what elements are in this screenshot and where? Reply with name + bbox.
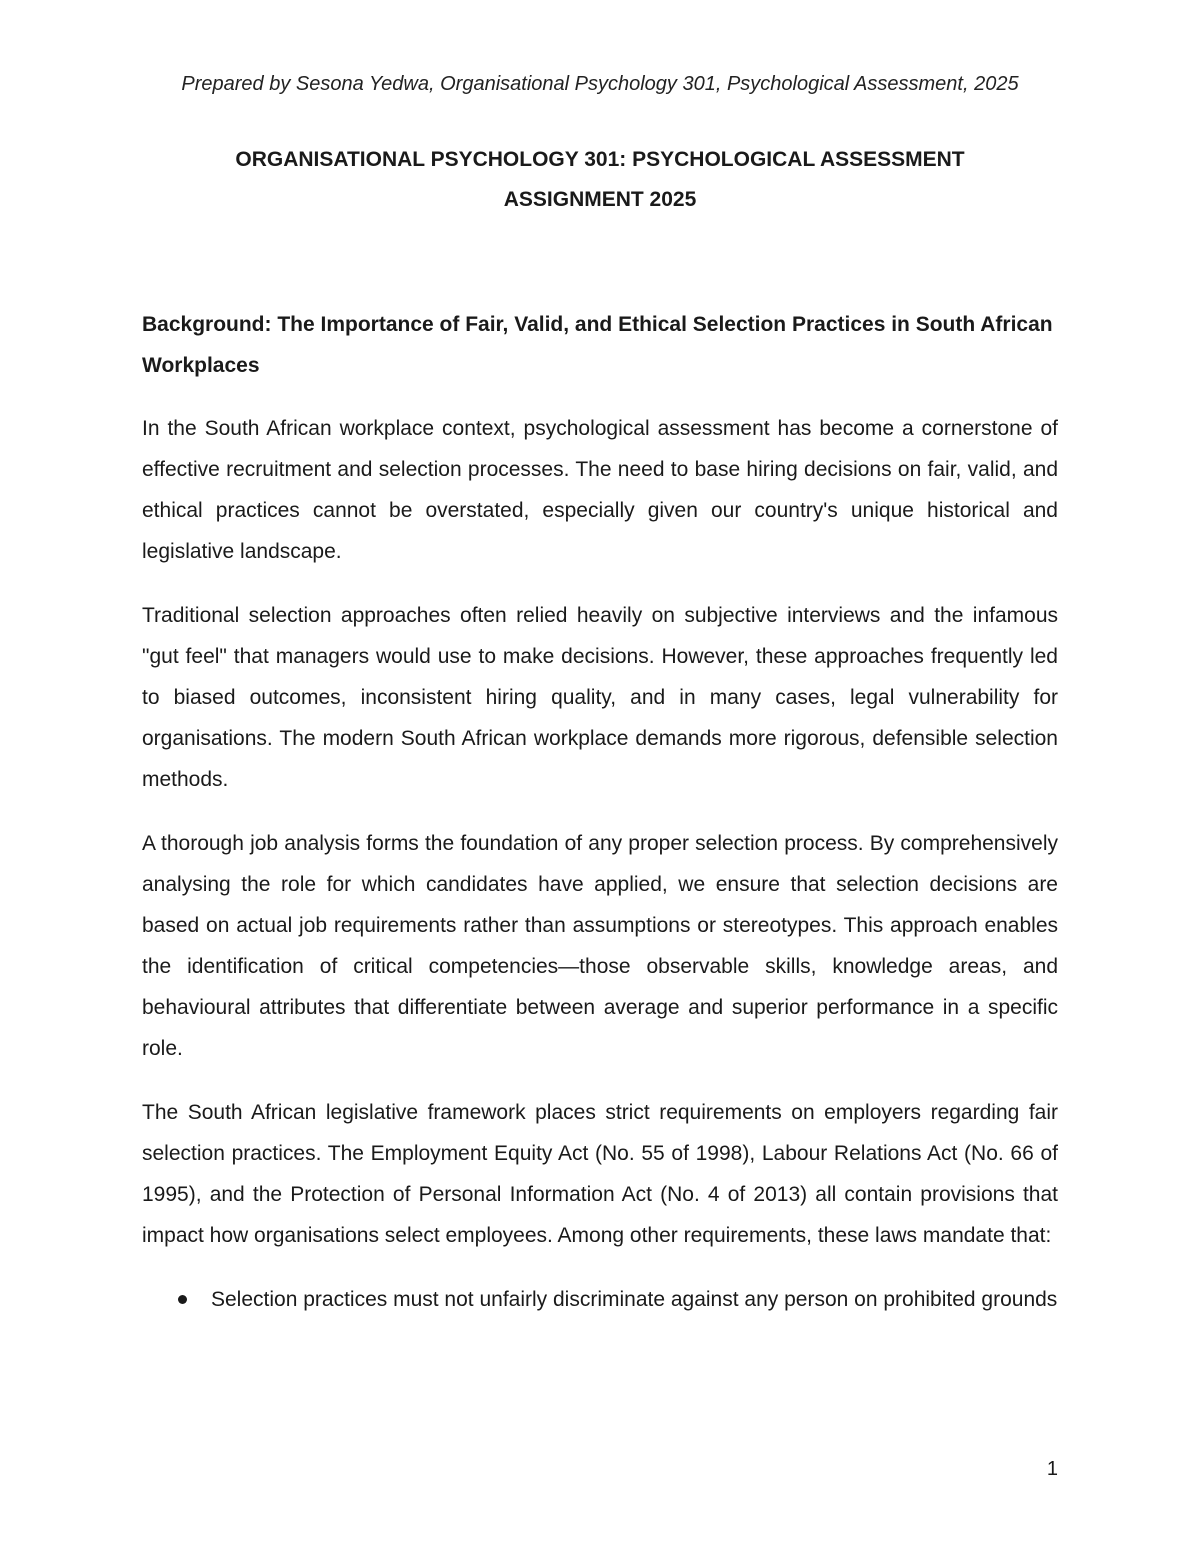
requirements-list <box>142 1279 1058 1320</box>
list-item-text: Selection practices must not unfairly discriminate against any person on prohibited grounds <box>211 1288 1058 1311</box>
page-number: 1 <box>1046 1458 1058 1480</box>
paragraph-legislative-framework: The South African legislative framework places strict requirements on employers regarding fair selection practices. The Employment Equity Act (No. 55 of 1998), Labour Relations Act (No. 66 of 1995), and the Protection of Personal Information Act (No. 4 of 2013) all contain provisions that impact how organisations select employees. Among other requirements, these laws mandate that: <box>142 1101 1058 1247</box>
section-heading: Background: The Importance of Fair, Valid, and Ethical Selection Practices in South African Workplaces <box>142 313 1053 377</box>
paragraph-traditional-approaches: Traditional selection approaches often relied heavily on subjective interviews and the infamous "gut feel" that managers would use to make decisions. However, these approaches frequently led to biased outcomes, inconsistent hiring quality, and in many cases, legal vulnerability for organisations. The modern South African workplace demands more rigorous, defensible selection methods. <box>142 604 1058 791</box>
header-note: Prepared by Sesona Yedwa, Organisational Psychology 301, Psychological Assessment, 2025 <box>181 73 1019 95</box>
title-line-1: ORGANISATIONAL PSYCHOLOGY 301: PSYCHOLOGICAL ASSESSMENT <box>235 148 965 171</box>
paragraph-intro: In the South African workplace context, psychological assessment has become a cornerstone of effective recruitment and selection processes. The need to base hiring decisions on fair, valid, and ethical practices cannot be overstated, especially given our country's unique historical and legislative landscape. <box>142 417 1058 563</box>
assignment-title <box>142 140 1058 220</box>
list-item <box>142 1279 1058 1320</box>
paragraph-job-analysis: A thorough job analysis forms the foundation of any proper selection process. By comprehensively analysing the role for which candidates have applied, we ensure that selection decisions are based on actual job requirements rather than assumptions or stereotypes. This approach enables the identification of critical competencies—those observable skills, knowledge areas, and behavioural attributes that differentiate between average and superior performance in a specific role. <box>142 832 1058 1060</box>
bullet-icon <box>178 1295 187 1304</box>
document-body <box>142 304 1058 1320</box>
title-line-2: ASSIGNMENT 2025 <box>503 188 697 211</box>
